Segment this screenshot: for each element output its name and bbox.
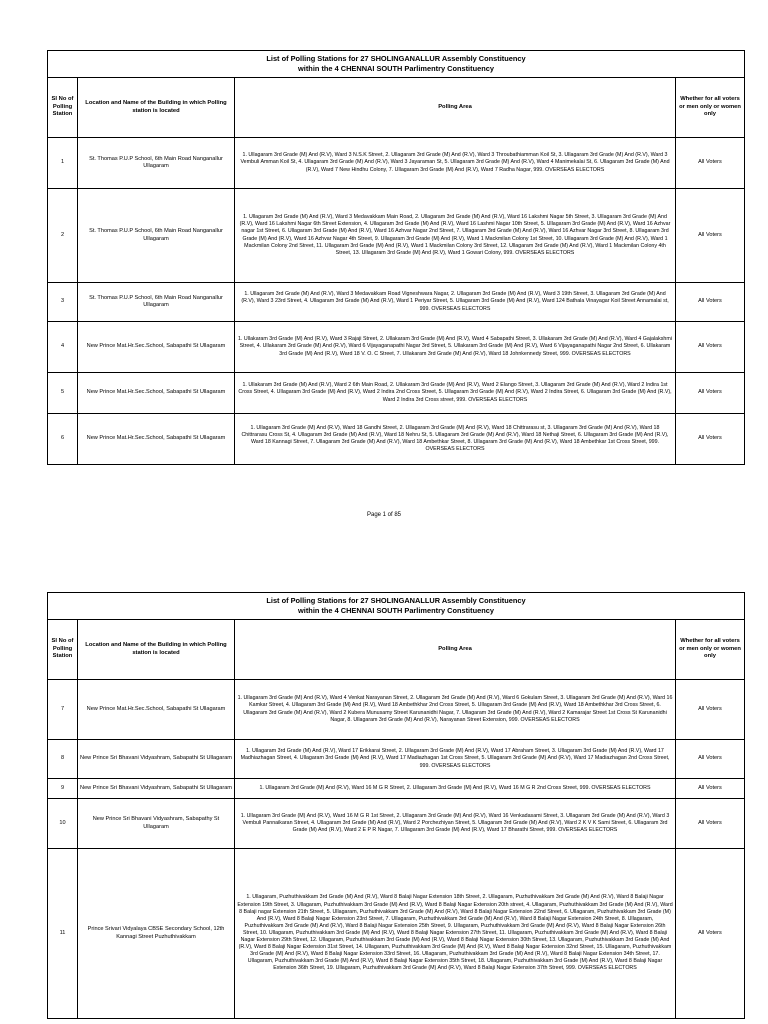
table-row [48, 283, 745, 322]
header-row [48, 620, 745, 680]
cell-sl: 3 [48, 283, 78, 322]
table-row [48, 138, 745, 189]
cell-area: 1. Ullagaram 3rd Grade (M) And (R.V), Ward 3 N.S.K Street, 2. Ullagaram 3rd Grade (M) And (R.V), Ward 3 Throubathiamman Koil St, 3. Ullagaram 3rd Grade (M) And (R.V), Ward 3 Vembuli Amman Koil St, 4. Ullagaram 3rd Grade (M) And (R.V), Ward 3 Jayaraman St, 5. Ullagaram 3rd Grade (M) And (R.V), Ward 4 Manimekalai St, 6. Ullagaram 3rd Grade (M) And (R.V), Ward 7 New Hindhu Colony, 7. Ullagaram 3rd Grade (M) And (R.V), Ward 7 Radha Nagar, 999. OVERSEAS ELECTORS [235, 138, 676, 189]
table-row [48, 414, 745, 465]
table-row [48, 740, 745, 779]
cell-location: New Prince Mat.Hr.Sec.School, Sabapathi St Ullagaram [78, 322, 235, 373]
cell-voters: All Voters [676, 849, 745, 1019]
cell-voters: All Voters [676, 414, 745, 465]
title-line-1: List of Polling Stations for 27 SHOLINGANALLUR Assembly Constituency [266, 596, 526, 605]
cell-voters: All Voters [676, 680, 745, 740]
cell-voters: All Voters [676, 138, 745, 189]
cell-location: Prince Srivari Vidyalaya CBSE Secondary School, 12th Kannagi Street Puzhuthivakkam [78, 849, 235, 1019]
table-row [48, 680, 745, 740]
polling-stations-table [47, 592, 745, 1019]
header-row [48, 78, 745, 138]
cell-area: 1. Ullakaram 3rd Grade (M) And (R.V), Ward 3 Rajaji Street, 2. Ullakaram 3rd Grade (M) And (R.V), Ward 4 Sabapathi Street, 3. Ullakaram 3rd Grade (M) And (R.V), Ward 4 Gajalakshmi Street, 4. Ullakaram 3rd Grade (M) And (R.V), Ward 6 Vijayaganapathi Nagar 3rd Street, 5. Ullakaram 3rd Grade (M) And (R.V), Ward 6 Vijayaganapathi Nagar 2nd Street, 6. Ullakaram 3rd Grade (M) And (R.V), Ward 18 V. O. C Street, 7. Ullakaram 3rd Grade (M) And (R.V), Ward 18 Johnkennedy Street, 999. OVERSEAS ELECTORS [235, 322, 676, 373]
table-title [48, 593, 745, 620]
table-row [48, 373, 745, 414]
cell-voters: All Voters [676, 189, 745, 283]
cell-sl: 8 [48, 740, 78, 779]
polling-stations-table [47, 50, 745, 465]
cell-voters: All Voters [676, 799, 745, 849]
cell-location: New Prince Sri Bhavani Vidyashram, Sabapathy St Ullagaram [78, 799, 235, 849]
cell-voters: All Voters [676, 740, 745, 779]
cell-sl: 5 [48, 373, 78, 414]
cell-location: New Prince Mat.Hr.Sec.School, Sabapathi St Ullagaram [78, 414, 235, 465]
header-area: Polling Area [235, 620, 676, 680]
cell-area: 1. Ullagaram 3rd Grade (M) And (R.V), Ward 17 Erikkarai Street, 2. Ullagaram 3rd Grade (M) And (R.V), Ward 17 Abraham Street, 3. Ullagaram 3rd Grade (M) And (R.V), Ward 17 Madhiazhagan Street, 4. Ullagaram 3rd Grade (M) And (R.V), Ward 17 Madiazhagan 1st Cross Street, 5. Ullagaram 3rd Grade (M) And (R.V), Ward 17 Madiazhagan 2nd Cross Street, 999. OVERSEAS ELECTORS [235, 740, 676, 779]
cell-voters: All Voters [676, 322, 745, 373]
cell-location: St. Thomas P.U.P School, 6th Main Road Nanganallur Ullagaram [78, 138, 235, 189]
cell-location: St. Thomas P.U.P School, 6th Main Road Nanganallur Ullagaram [78, 283, 235, 322]
cell-sl: 11 [48, 849, 78, 1019]
cell-location: St. Thomas P.U.P School, 6th Main Road Nanganallur Ullagaram [78, 189, 235, 283]
table-row [48, 779, 745, 799]
header-voters: Whether for all voters or men only or women only [676, 620, 745, 680]
header-sl-no: SI No of Polling Station [48, 620, 78, 680]
table-row [48, 322, 745, 373]
header-location: Location and Name of the Building in which Polling station is located [78, 78, 235, 138]
cell-area: 1. Ullagaram 3rd Grade (M) And (R.V), Ward 16 M G R Street, 2. Ullagaram 3rd Grade (M) And (R.V), Ward 16 M G R 2nd Cross Street, 999. OVERSEAS ELECTORS [235, 779, 676, 799]
table-row [48, 189, 745, 283]
title-line-2: within the 4 CHENNAI SOUTH Parlimentry Constituency [298, 64, 494, 73]
cell-area: 1. Ullagaram 3rd Grade (M) And (R.V), Ward 4 Venkat Narayanan Street, 2. Ullagaram 3rd Grade (M) And (R.V), Ward 6 Gokulam Street, 3. Ullagaram 3rd Grade (M) And (R.V), Ward 16 Kamkar Street, 4. Ullagaram 3rd Grade (M) And (R.V), Ward 18 Ambethkhar 2nd Cross Street, 5. Ullagaram 3rd Grade (M) And (R.V), Ward 18 Ambethkhar 3rd Cross Street, 6. Ullagaram 3rd Grade (M) And (R.V), Ward 2 Kubera Munusamy Street Karunanidhi Nagar, 7. Ullagaram 3rd Grade (M) And (R.V), Ward 2 Kamarajar Street 1st Cross St Karunanidhi Nagar, 8. Ullagaram 3rd Grade (M) And (R.V), Narayanan Street Extension, 999. OVERSEAS ELECTORS [235, 680, 676, 740]
cell-sl: 2 [48, 189, 78, 283]
header-sl-no: SI No of Polling Station [48, 78, 78, 138]
cell-area: 1. Ullakaram 3rd Grade (M) And (R.V), Ward 2 6th Main Road, 2. Ullakaram 3rd Grade (M) And (R.V), Ward 2 Elango Street, 3. Ullagaram 3rd Grade (M) And (R.V), Ward 2 Indira 1st Cross Street, 4. Ullagaram 3rd Grade (M) And (R.V), Ward 2 Indira 2nd Cross Street, 5. Ullagaram 3rd Grade (M) And (R.V), Ward 2 Indira Street, 6. Ullagaram 3rd Grade (M) And (R.V), Ward 2 Indira 3rd Cross street, 999. OVERSEAS ELECTORS [235, 373, 676, 414]
cell-area: 1. Ullagaram 3rd Grade (M) And (R.V), Ward 3 Medavakkam Road Vigneshwara Nagar, 2. Ullagaram 3rd Grade (M) And (R.V), Ward 3 19th Street, 3. Ullagaram 3rd Grade (M) And (R.V), Ward 3 23rd Street, 4. Ullagaram 3rd Grade (M) And (R.V), Ward 1 Periyar Street, 5. Ullagaram 3rd Grade (M) And (R.V), Ward 124 Bathala Vinayagar Koil Street Annamalai st, 999. OVERSEAS ELECTORS [235, 283, 676, 322]
title-row [48, 593, 745, 620]
page-two [47, 592, 744, 1019]
table-row [48, 849, 745, 1019]
cell-voters: All Voters [676, 779, 745, 799]
cell-sl: 10 [48, 799, 78, 849]
table-row [48, 799, 745, 849]
cell-sl: 7 [48, 680, 78, 740]
header-area: Polling Area [235, 78, 676, 138]
header-voters: Whether for all voters or men only or women only [676, 78, 745, 138]
header-location: Location and Name of the Building in which Polling station is located [78, 620, 235, 680]
cell-location: New Prince Sri Bhavani Vidyashram, Sabapathi St Ullagaram [78, 740, 235, 779]
page-number: Page 1 of 85 [366, 512, 402, 518]
cell-area: 1. Ullagaram, Puzhuthivakkam 3rd Grade (M) And (R.V), Ward 8 Balaji Nagar Extension 18th Street, 2. Ullagaram, Puzhuthivakkam 3rd Grade (M) And (R.V), Ward 8 Balaji Nagar Extension 19th Street, 3. Ullagaram, Puzhuthivakkam 3rd Grade (M) And (R.V), Ward 8 Balaji Nagar Extension 20th street, 4. Ullagaram, Puzhuthivakkam 3rd Grade (M) And (R.V), Ward 8 Balaji nagar Extension 21th Street, 5. Ullagaram, Puzhuthivakkam 3rd Grade (M) And (R.V), Ward 8 Balaji Nagar Extension 22nd Street, 6. Ullagaram, Puzhuthivakkam 3rd Grade (M) And (R.V), Ward 8 Balaji Nagar Extension 23rd Street, 7. Ullagaram, Puzhuthivakkam 3rd Grade (M) And (R.V), Ward 8 Balaji Nagar Extension 24th Street, 8. Ullagaram, Puzhuthivakkam 3rd Grade (M) And (R.V), Ward 8 Balaji Nagar Extension 25th Street, 9. Ullagaram, Puzhuthivakkam 3rd Grade (M) And (R.V), Ward 8 Balaji Nagar Extension 26th Street, 10. Ullagaram, Puzhuthivakkam 3rd Grade (M) And (R.V), Ward 8 Balaji Nagar Extension 27th Street, 11. Ullagaram, Puzhuthivakkam 3rd Grade (M) And (R.V), Ward 8 Balaji Nagar Extension 29th Street, 12. Ullagaram, Puzhuthivakkam 3rd Grade (M) And (R.V), Ward 8 Balaji Nagar Extension 30th Street, 13. Ullagaram, Puzhuthivakkam 3rd Grade (M) And (R.V), Ward 8 Balaji Nagar Extension 31st Street, 14. Ullagaram, Puzhuthivakkam 3rd Grade (M) And (R.V), Ward 8 Balaji Nagar Extension 32nd Street, 15. Ullagaram, Puzhuthivakkam 3rd Grade (M) And (R.V), Ward 8 Balaji Nagar Extension 33rd Street, 16. Ullagaram, Puzhuthivakkam 3rd Grade (M) And (R.V), Ward 8 Balaji Nagar Extension 34th Street, 17. Ullagaram, Puzhuthivakkam 3rd Grade (M) And (R.V), Ward 8 Balaji Nagar Extension 35th Street, 18. Ullagaram, Puzhuthivakkam 3rd Grade (M) And (R.V), Ward 8 Balaji Nagar Extension 36th Street, 19. Ullagaram, Puzhuthivakkam 3rd Grade (M) And (R.V), Ward 8 Balaji Nagar Extension 37th Street, 999. OVERSEAS ELECTORS [235, 849, 676, 1019]
cell-voters: All Voters [676, 283, 745, 322]
cell-area: 1. Ullagaram 3rd Grade (M) And (R.V), Ward 3 Medavakkam Main Road, 2. Ullagaram 3rd Grade (M) And (R.V), Ward 16 Lakshmi Nagar 5th Street, 3. Ullagaram 3rd Grade (M) And (R.V), Ward 16 Lakshmi Nagar 6th Street Extension, 4. Ullagaram 3rd Grade (M) And (R.V), Ward 16 Lashmi Nagar 10th Street, 5. Ullagaram 3rd Grade (M) And (R.V), Ward 16 Azhvar nagar 1st Street, 6. Ullagaram 3rd Grade (M) And (R.V), Ward 16 Azhvar Nagar 2nd Street, 7. Ullagaram 3rd Grade (M) And (R.V), Ward 16 Azhvar Nagar 3rd Street, 8. Ullagaram 3rd Grade (M) And (R.V), Ward 16 Azhvar Nagar 4th Street, 9. Ullagaram 3rd Grade (M) And (R.V), Ward 1 Mackmilan Colony 1st Street, 10. Ullagaram 3rd Grade (M) And (R.V), Ward 1 Mackmilan Colony 2nd Street, 11. Ullagaram 3rd Grade (M) And (R.V), Ward 1 Mackmilan Colony 3rd Street, 12. Ullagaram 3rd Grade (M) And (R.V), Ward 1 Mackmilan Colony 4th Street, 13. Ullagaram 3rd Grade (M) And (R.V), Ward 1 Gowari Colony, 999. OVERSEAS ELECTORS [235, 189, 676, 283]
cell-location: New Prince Sri Bhavani Vidyashram, Sabapathi St Ullagaram [78, 779, 235, 799]
title-row [48, 51, 745, 78]
cell-area: 1. Ullagaram 3rd Grade (M) And (R.V), Ward 18 Gandhi Street, 2. Ullagaram 3rd Grade (M) And (R.V), Ward 18 Chittrarasu st, 3. Ullagaram 3rd Grade (M) And (R.V), Ward 18 Chittrarasu Cross St, 4. Ullagaram 3rd Grade (M) And (R.V), Ward 18 Nehru St, 5. Ullagaram 3rd Grade (M) And (R.V), Ward 18 Nethaji Street, 6. Ullagaram 3rd Grade (M) And (R.V), Ward 18 Kannagi Street, 7. Ullagaram 3rd Grade (M) And (R.V), Ward 18 Ambethkar Street, 8. Ullagaram 3rd Grade (M) And (R.V), Ward 18 Ambethkar 1st Cross Street, 999. OVERSEAS ELECTORS [235, 414, 676, 465]
cell-location: New Prince Mat.Hr.Sec.School, Sabapathi St Ullagaram [78, 680, 235, 740]
table-title [48, 51, 745, 78]
cell-sl: 4 [48, 322, 78, 373]
cell-voters: All Voters [676, 373, 745, 414]
title-line-2: within the 4 CHENNAI SOUTH Parlimentry Constituency [298, 606, 494, 615]
title-line-1: List of Polling Stations for 27 SHOLINGANALLUR Assembly Constituency [266, 54, 526, 63]
cell-sl: 6 [48, 414, 78, 465]
cell-area: 1. Ullagaram 3rd Grade (M) And (R.V), Ward 16 M G R 1st Street, 2. Ullagaram 3rd Grade (M) And (R.V), Ward 16 Venkadasami Street, 3. Ullagaram 3rd Grade (M) And (R.V), Ward 3 Vembuli Pannaikaran Street, 4. Ullagaram 3rd Grade (M) And (R.V), Ward 2 Porchezhiyan Street, 5. Ullagaram 3rd Grade (M) And (R.V), Ward 2 K V K Sami Street, 6. Ullagaram 3rd Grade (M) And (R.V), Ward 2 E P R Nagar, 7. Ullagaram 3rd Grade (M) And (R.V), Ward 17 Bharathi Street, 999. OVERSEAS ELECTORS [235, 799, 676, 849]
cell-sl: 1 [48, 138, 78, 189]
cell-location: New Prince Mat.Hr.Sec.School, Sabapathi St Ullagaram [78, 373, 235, 414]
page-one [47, 50, 744, 465]
cell-sl: 9 [48, 779, 78, 799]
